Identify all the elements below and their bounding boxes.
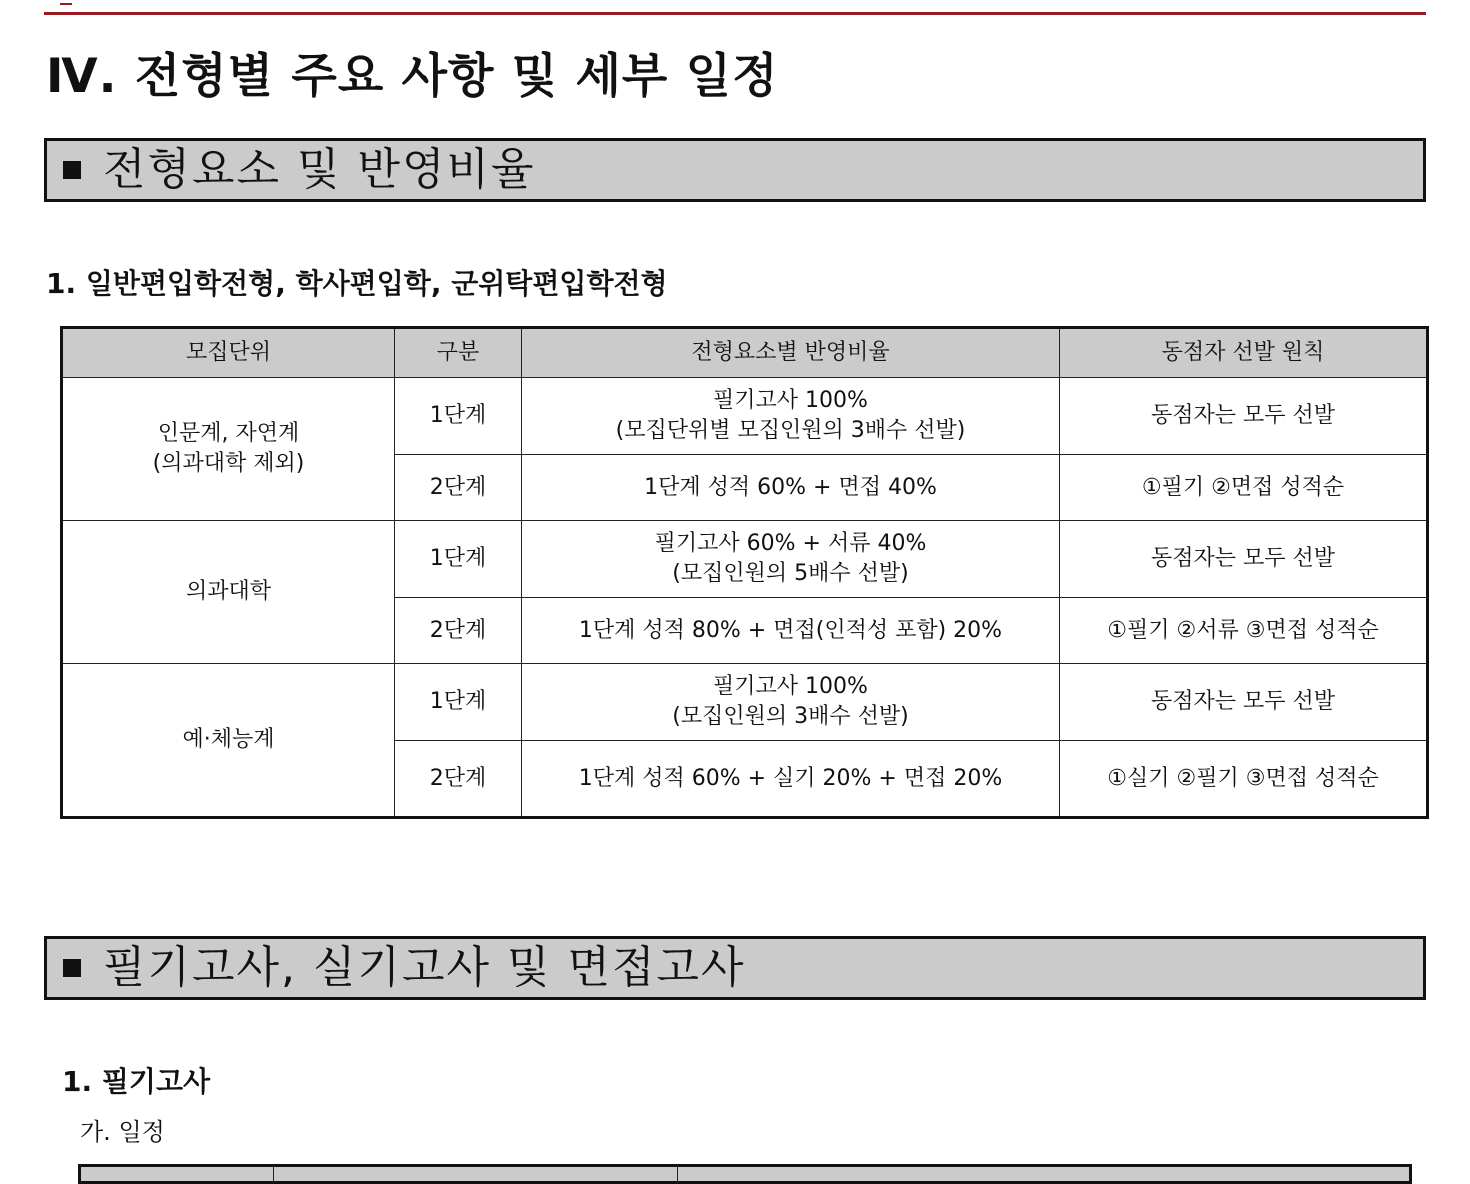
table-column-divider: [273, 1167, 274, 1181]
criteria-table: [60, 326, 1429, 819]
unit-cell: 인문계, 자연계 (의과대학 제외): [62, 378, 395, 521]
table-header-row: [62, 328, 1428, 378]
ratio-cell: 필기고사 100% (모집인원의 3배수 선발): [522, 664, 1060, 741]
table-row: [62, 378, 1428, 455]
header-cell: 모집단위: [62, 328, 395, 378]
header-cell: 동점자 선발 원칙: [1060, 328, 1428, 378]
stage-cell: 1단계: [395, 664, 522, 741]
square-bullet-icon: [63, 161, 81, 179]
stage-cell: 1단계: [395, 521, 522, 598]
ratio-cell: 1단계 성적 60% + 실기 20% + 면접 20%: [522, 741, 1060, 818]
header-cell: 전형요소별 반영비율: [522, 328, 1060, 378]
table-row: [62, 521, 1428, 598]
chapter-title: Ⅳ. 전형별 주요 사항 및 세부 일정: [46, 49, 779, 104]
section-banner-exams: [44, 936, 1426, 1000]
sub-heading: 가. 일정: [80, 1118, 165, 1146]
unit-cell: 예·체능계: [62, 664, 395, 818]
table-row: [62, 664, 1428, 741]
unit-cell: 의과대학: [62, 521, 395, 664]
banner-title: 전형요소 및 반영비율: [103, 144, 536, 195]
header-cell: 구분: [395, 328, 522, 378]
section-banner-criteria: [44, 138, 1426, 202]
tie-rule-cell: 동점자는 모두 선발: [1060, 664, 1428, 741]
table-column-divider: [677, 1167, 678, 1181]
square-bullet-icon: [63, 959, 81, 977]
section-heading: 1. 일반편입학전형, 학사편입학, 군위탁편입학전형: [46, 267, 668, 300]
stage-cell: 2단계: [395, 455, 522, 521]
schedule-table-edge: [78, 1164, 1412, 1184]
stage-cell: 2단계: [395, 598, 522, 664]
tie-rule-cell: 동점자는 모두 선발: [1060, 378, 1428, 455]
ratio-cell: 필기고사 100% (모집단위별 모집인원의 3배수 선발): [522, 378, 1060, 455]
tie-rule-cell: ①실기 ②필기 ③면접 성적순: [1060, 741, 1428, 818]
ratio-cell: 1단계 성적 80% + 면접(인적성 포함) 20%: [522, 598, 1060, 664]
tie-rule-cell: ①필기 ②서류 ③면접 성적순: [1060, 598, 1428, 664]
header-mark: [60, 0, 72, 5]
stage-cell: 1단계: [395, 378, 522, 455]
tie-rule-cell: ①필기 ②면접 성적순: [1060, 455, 1428, 521]
section-heading: 1. 필기고사: [62, 1065, 211, 1098]
banner-title: 필기고사, 실기고사 및 면접고사: [103, 942, 746, 993]
header-rule: [44, 12, 1426, 15]
ratio-cell: 1단계 성적 60% + 면접 40%: [522, 455, 1060, 521]
tie-rule-cell: 동점자는 모두 선발: [1060, 521, 1428, 598]
stage-cell: 2단계: [395, 741, 522, 818]
ratio-cell: 필기고사 60% + 서류 40% (모집인원의 5배수 선발): [522, 521, 1060, 598]
